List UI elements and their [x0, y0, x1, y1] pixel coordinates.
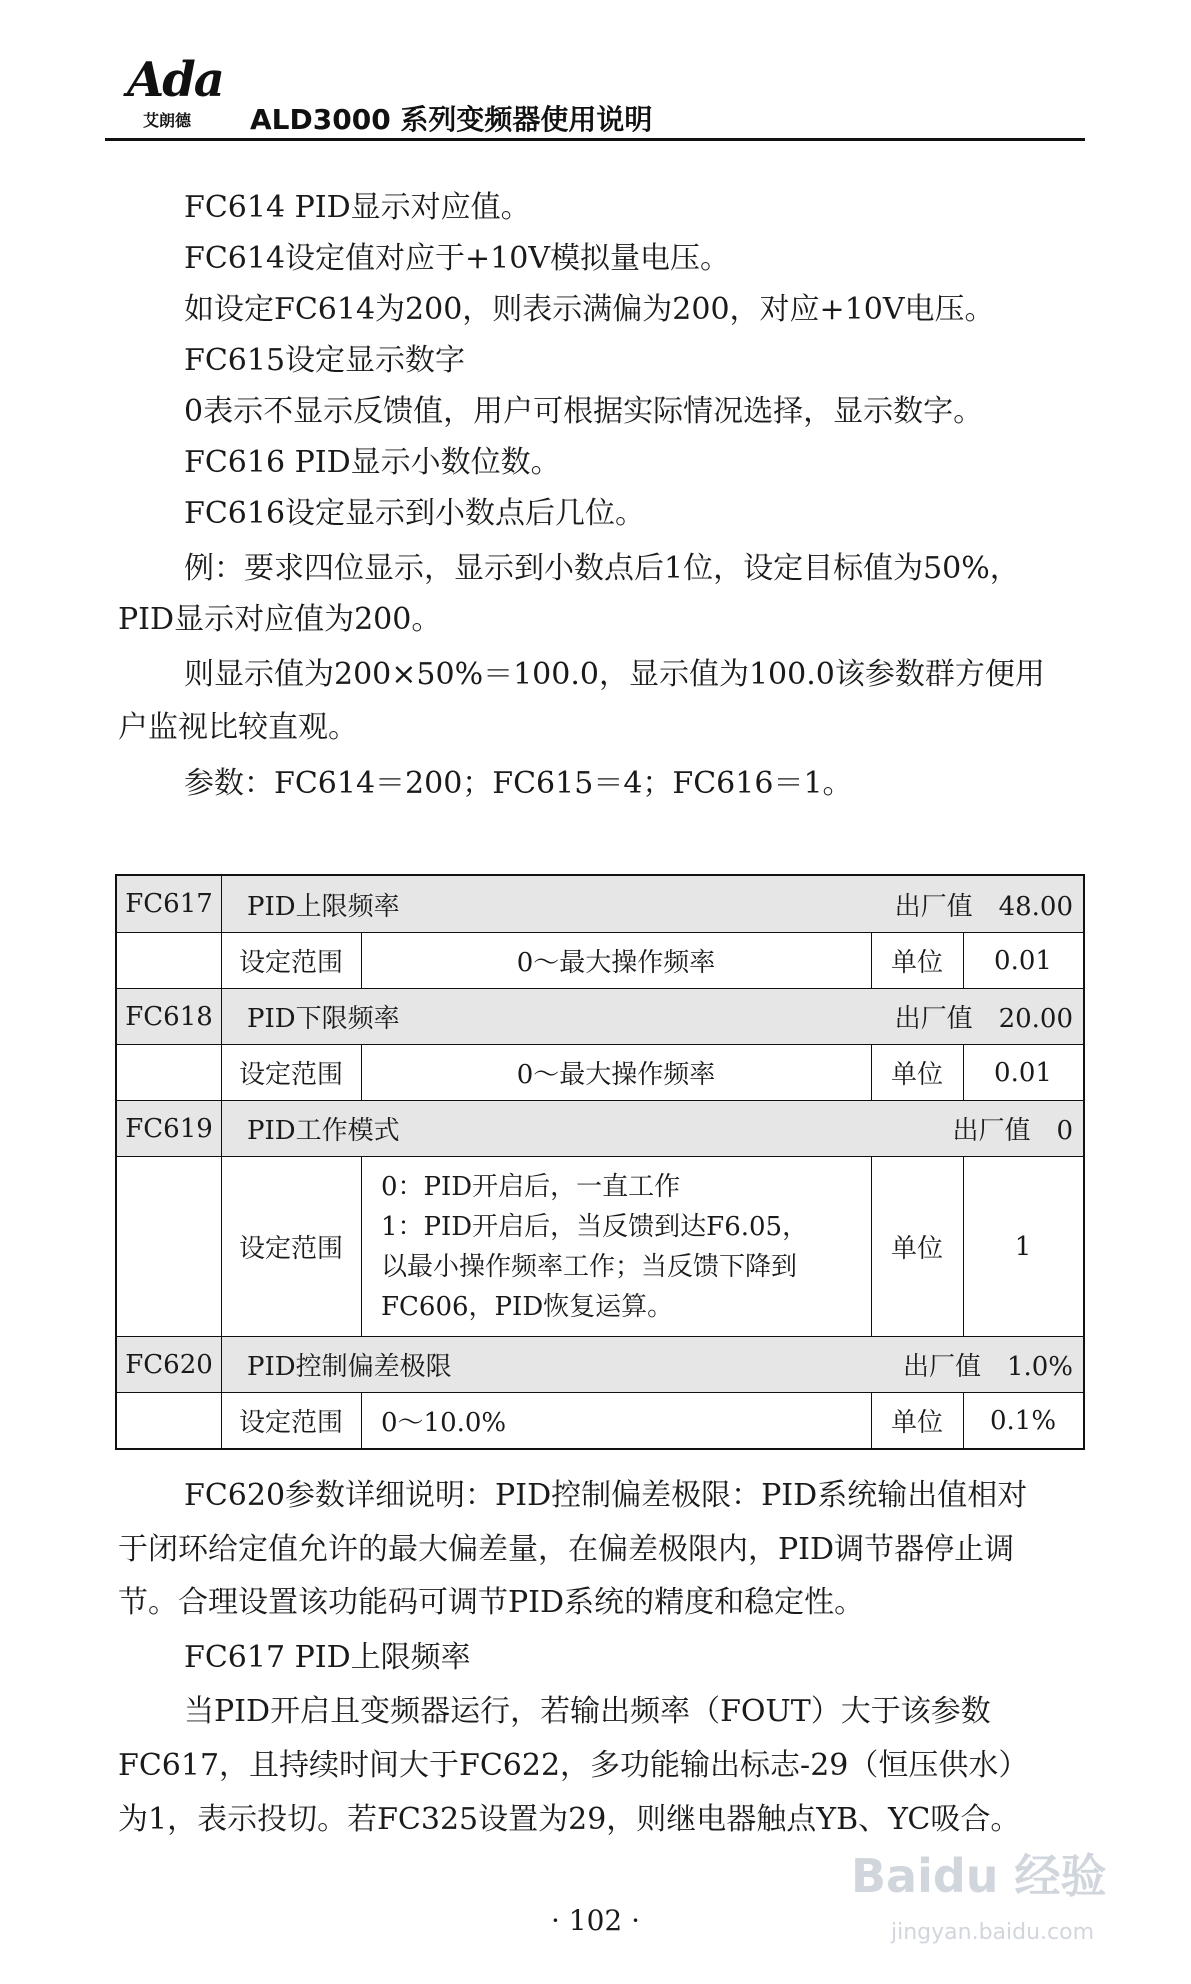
param-name: PID下限频率: [247, 1004, 400, 1034]
paragraph: FC614 PID显示对应值。: [184, 190, 531, 225]
paragraph: 于闭环给定值允许的最大偏差量，在偏差极限内，PID调节器停止调: [118, 1532, 1015, 1567]
paragraph: FC616 PID显示小数位数。: [184, 445, 561, 480]
table-row: [117, 1392, 1083, 1448]
paragraph: FC616设定显示到小数点后几位。: [184, 496, 646, 531]
unit-value: 1: [1014, 1231, 1032, 1262]
range-line: 0：PID开启后，一直工作: [381, 1171, 681, 1202]
table-row: [117, 1156, 1083, 1336]
unit-label: 单位: [890, 1408, 943, 1438]
paragraph: 0表示不显示反馈值，用户可根据实际情况选择，显示数字。: [184, 394, 984, 429]
paragraph: 则显示值为200×50%＝100.0，显示值为100.0该参数群方便用: [184, 657, 1045, 692]
range-value: 0～10.0%: [381, 1408, 507, 1438]
table-row: [117, 988, 1083, 1044]
param-name: PID控制偏差极限: [247, 1352, 452, 1382]
paragraph: 参数：FC614＝200；FC615＝4；FC616＝1。: [184, 766, 853, 801]
param-default: 出厂值 0: [952, 1116, 1073, 1146]
page-number: · 102 ·: [550, 1904, 641, 1937]
page-header: [105, 40, 1085, 140]
paragraph: FC620参数详细说明：PID控制偏差极限：PID系统输出值相对: [184, 1478, 1028, 1513]
paragraph: FC614设定值对应于+10V模拟量电压。: [184, 241, 731, 276]
unit-value: 0.01: [994, 1057, 1052, 1088]
param-default: 出厂值 1.0%: [902, 1352, 1073, 1382]
param-code: FC617: [125, 889, 213, 919]
range-value: 0～最大操作频率: [516, 948, 716, 978]
paragraph: 为1，表示投切。若FC325设置为29，则继电器触点YB、YC吸合。: [118, 1802, 1021, 1837]
table-row: [117, 876, 1083, 932]
watermark-url: jingyan.baidu.com: [891, 1920, 1095, 1945]
table-row: [117, 1100, 1083, 1156]
watermark-text: Baidu 经验: [851, 1849, 1107, 1903]
param-code: FC619: [125, 1113, 213, 1144]
range-label: 设定范围: [238, 948, 343, 978]
range-value: [361, 1157, 871, 1336]
range-line: 以最小操作频率工作；当反馈下降到: [381, 1251, 798, 1282]
range-line: 1：PID开启后，当反馈到达F6.05，: [381, 1211, 809, 1242]
paragraph: FC617 PID上限频率: [184, 1640, 471, 1675]
range-line: FC606，PID恢复运算。: [381, 1291, 674, 1322]
paragraph: FC615设定显示数字: [184, 343, 466, 378]
paragraph: 户监视比较直观。: [118, 710, 358, 745]
table-row: [117, 1336, 1083, 1392]
param-default: 出厂值 48.00: [894, 891, 1073, 922]
param-name: PID上限频率: [247, 891, 400, 922]
table-row: [117, 932, 1083, 988]
param-code: FC618: [125, 1001, 213, 1032]
param-default: 出厂值 20.00: [894, 1004, 1073, 1034]
logo-subtitle: 艾朗德: [143, 111, 192, 130]
param-code: FC620: [125, 1349, 213, 1380]
range-label: 设定范围: [238, 1060, 343, 1090]
paragraph: 当PID开启且变频器运行，若输出频率（FOUT）大于该参数: [184, 1694, 991, 1729]
unit-value: 0.01: [994, 945, 1052, 976]
unit-label: 单位: [890, 1234, 943, 1264]
paragraph: PID显示对应值为200。: [118, 602, 442, 637]
baidu-watermark: [851, 1840, 1131, 1950]
header-divider: [105, 138, 1085, 141]
unit-label: 单位: [890, 948, 943, 978]
logo-wordmark: Ada: [127, 52, 223, 108]
range-label: 设定范围: [238, 1408, 343, 1438]
manual-title: ALD3000 系列变频器使用说明: [250, 103, 653, 136]
paragraph: 节。合理设置该功能码可调节PID系统的精度和稳定性。: [118, 1585, 865, 1620]
unit-value: 0.1%: [989, 1405, 1057, 1436]
paragraph: 如设定FC614为200，则表示满偏为200，对应+10V电压。: [184, 292, 995, 327]
paragraph: FC617，且持续时间大于FC622，多功能输出标志-29（恒压供水）: [118, 1748, 1029, 1783]
param-name: PID工作模式: [247, 1116, 400, 1146]
parameter-table: [115, 874, 1085, 1450]
paragraph: 例：要求四位显示，显示到小数点后1位，设定目标值为50%，: [184, 551, 1020, 586]
unit-label: 单位: [890, 1060, 943, 1090]
range-label: 设定范围: [238, 1234, 343, 1264]
company-logo: [105, 52, 245, 132]
table-row: [117, 1044, 1083, 1100]
range-value: 0～最大操作频率: [516, 1060, 716, 1090]
